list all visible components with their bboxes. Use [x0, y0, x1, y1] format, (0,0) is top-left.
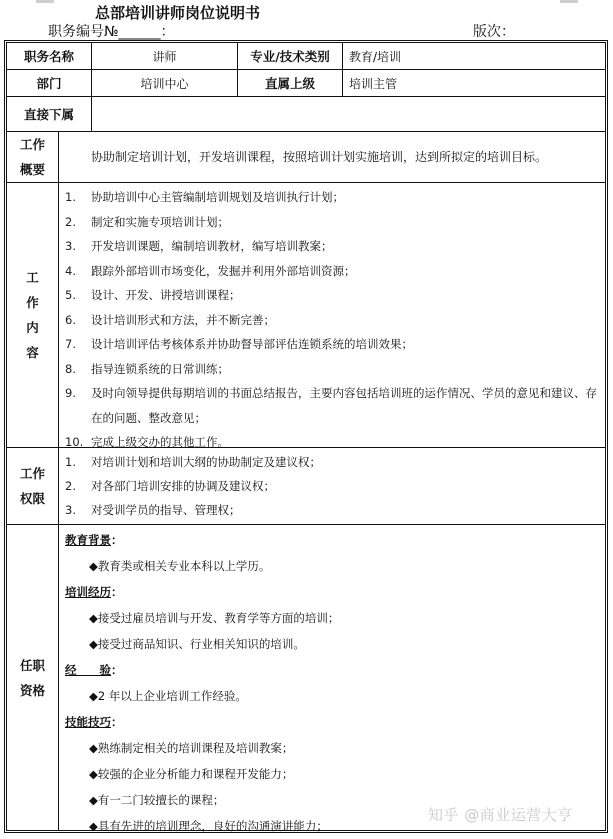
supervisor-value: 培训主管	[342, 70, 605, 96]
summary-text: 协助制定培训计划，开发培训课程，按照培训计划实施培训，达到所拟定的培训目标。	[91, 150, 548, 164]
list-item: ◆接受过雇员培训与开发、教育学等方面的培训；	[89, 611, 340, 625]
row-qualifications	[7, 525, 605, 833]
list-item: 9. 及时向领导提供每期培训的书面总结报告，主要内容包括培训班的运作情况、学员的意见和建议、存在的问题、整改意见；	[65, 386, 597, 425]
job-title-value: 讲师	[91, 43, 237, 69]
list-item: 8. 指导连锁系统的日常训练；	[65, 361, 229, 376]
list-item: ◆接受过商品知识、行业相关知识的培训。	[89, 637, 305, 651]
row-duties	[7, 183, 605, 448]
list-item: 2. 对各部门培训安排的协调及建议权；	[65, 479, 275, 493]
job-title-label: 职务名称	[23, 49, 74, 64]
list-item: 3. 对受训学员的指导、管理权；	[65, 503, 241, 517]
experience-heading: 经 验：	[65, 663, 123, 677]
list-item: 7. 设计培训评估考核体系并协助督导部评估连锁系统的培训效果；	[65, 337, 413, 351]
training-heading: 培训经历：	[65, 585, 123, 599]
summary-label: 工作 概要	[7, 132, 59, 182]
qualifications-label: 任职 资格	[7, 525, 59, 830]
duties-label: 工 作 内 容	[7, 183, 59, 447]
list-item: 6. 设计培训形式和方法，并不断完善；	[65, 312, 275, 327]
list-item: ◆熟练制定相关的培训课程及培训教案；	[89, 741, 294, 755]
list-item: 10. 完成上级交办的其他工作。	[65, 435, 229, 449]
list-item: ◆有一二门较擅长的课程；	[89, 793, 225, 807]
duties-content	[59, 183, 605, 447]
row-subordinates	[7, 97, 605, 132]
category-value: 教育/培训	[342, 43, 605, 69]
row-summary	[7, 132, 605, 183]
row-department	[7, 70, 605, 97]
job-description-table	[4, 40, 608, 833]
list-item: 5. 设计、开发、讲授培训课程；	[65, 288, 241, 302]
list-item: ◆2 年以上企业培训工作经验。	[89, 689, 247, 703]
row-authority	[7, 448, 605, 525]
list-item: 1. 协助培训中心主管编制培训规划及培训执行计划；	[65, 190, 344, 204]
skills-heading: 技能技巧：	[65, 715, 123, 729]
subordinates-value	[91, 97, 605, 131]
authority-content	[59, 448, 605, 524]
page-corner-mark-left	[36, 0, 54, 3]
authority-label: 工作 权限	[7, 448, 59, 524]
list-item: ◆具有先进的培训理念，良好的沟通演讲能力；	[89, 819, 328, 833]
job-number-label: 职务编号№______：	[48, 24, 175, 40]
list-item: 1. 对培训计划和培训大纲的协助制定及建议权；	[65, 455, 321, 469]
category-label: 专业/技术类别	[237, 43, 342, 69]
watermark: 知乎 @商业运营大亨	[428, 806, 573, 824]
list-item: 4. 跟踪外部培训市场变化，发掘并利用外部培训资源；	[65, 263, 356, 278]
row-job-title	[7, 43, 605, 70]
version-label: 版次：	[473, 24, 515, 40]
authority-list	[59, 450, 601, 522]
supervisor-label: 直属上级	[237, 70, 342, 96]
list-item: ◆教育类或相关专业本科以上学历。	[89, 559, 271, 573]
summary-content	[59, 132, 605, 182]
document-title: 总部培训讲师岗位说明书	[95, 4, 261, 22]
subordinates-label: 直接下属	[23, 107, 74, 122]
department-label: 部门	[36, 76, 62, 91]
page-corner-mark-right	[560, 0, 578, 3]
duties-list	[59, 185, 601, 455]
department-value: 培训中心	[91, 70, 237, 96]
list-item: 2. 制定和实施专项培训计划；	[65, 214, 229, 229]
qualifications-content	[59, 525, 605, 833]
list-item: 3. 开发培训课题，编制培训教材，编写培训教案；	[65, 239, 333, 253]
education-heading: 教育背景：	[65, 533, 123, 547]
list-item: ◆较强的企业分析能力和课程开发能力；	[89, 767, 294, 781]
